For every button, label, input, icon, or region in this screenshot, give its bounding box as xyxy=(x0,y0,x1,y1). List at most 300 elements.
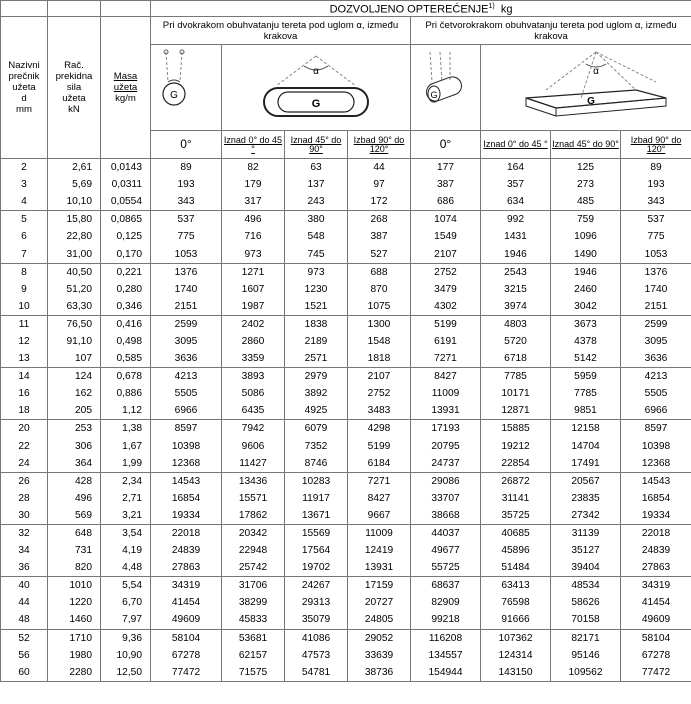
table-cell: 205 xyxy=(48,402,101,420)
figure-angle-label: α xyxy=(593,66,599,77)
table-cell: 39404 xyxy=(551,559,621,577)
table-cell: 179 xyxy=(222,176,285,193)
table-cell: 4213 xyxy=(621,368,691,386)
table-cell: 143150 xyxy=(481,664,551,682)
col-diameter-line: mm xyxy=(16,104,32,115)
table-cell: 40,50 xyxy=(48,263,101,281)
table-cell: 20795 xyxy=(411,438,481,455)
table-row xyxy=(1,350,691,368)
table-cell: 2189 xyxy=(285,333,348,350)
table-cell: 63413 xyxy=(481,577,551,595)
table-cell: 91,10 xyxy=(48,333,101,350)
table-cell: 107 xyxy=(48,350,101,368)
table-cell: 0,0554 xyxy=(101,193,151,211)
table-cell: 992 xyxy=(481,211,551,229)
table-cell: 48534 xyxy=(551,577,621,595)
table-cell: 9606 xyxy=(222,438,285,455)
footnote-mark: 1) xyxy=(488,3,495,11)
table-cell: 253 xyxy=(48,420,101,438)
table-cell: 58626 xyxy=(551,594,621,611)
table-cell: 31706 xyxy=(222,577,285,595)
table-cell: 11009 xyxy=(348,524,411,542)
table-cell: 11917 xyxy=(285,490,348,507)
table-cell: 2571 xyxy=(285,350,348,368)
table-cell: 2752 xyxy=(411,263,481,281)
table-cell: 17564 xyxy=(285,542,348,559)
angle-two-0: 0° xyxy=(151,131,222,159)
table-cell: 870 xyxy=(348,281,411,298)
table-cell: 1607 xyxy=(222,281,285,298)
angle-four-0: 0° xyxy=(411,131,481,159)
table-cell: 23835 xyxy=(551,490,621,507)
table-row xyxy=(1,455,691,473)
table-cell: 107362 xyxy=(481,629,551,647)
table-cell: 4213 xyxy=(151,368,222,386)
table-cell: 343 xyxy=(621,193,691,211)
table-cell: 2107 xyxy=(411,245,481,263)
table-cell: 380 xyxy=(285,211,348,229)
table-cell: 745 xyxy=(285,245,348,263)
table-row xyxy=(1,263,691,281)
table-cell: 18 xyxy=(1,402,48,420)
table-cell: 38736 xyxy=(348,664,411,682)
table-cell: 343 xyxy=(151,193,222,211)
table-cell: 19212 xyxy=(481,438,551,455)
table-cell: 16854 xyxy=(621,490,691,507)
table-cell: 1490 xyxy=(551,245,621,263)
table-row xyxy=(1,315,691,333)
four-leg-vertical-figure xyxy=(411,45,481,131)
table-row xyxy=(1,228,691,245)
table-cell: 19334 xyxy=(621,507,691,525)
table-cell: 162 xyxy=(48,385,101,402)
table-cell: 387 xyxy=(348,228,411,245)
table-cell: 4378 xyxy=(551,333,621,350)
table-row xyxy=(1,629,691,647)
table-cell: 10,10 xyxy=(48,193,101,211)
table-cell: 9667 xyxy=(348,507,411,525)
table-cell: 29052 xyxy=(348,629,411,647)
table-cell: 20567 xyxy=(551,472,621,490)
table-cell: 2543 xyxy=(481,263,551,281)
table-cell: 1946 xyxy=(481,245,551,263)
table-cell: 8746 xyxy=(285,455,348,473)
table-cell: 0,170 xyxy=(101,245,151,263)
col-mass-header xyxy=(101,17,151,159)
table-cell: 67278 xyxy=(621,647,691,664)
table-cell: 40685 xyxy=(481,524,551,542)
table-cell: 11427 xyxy=(222,455,285,473)
table-cell: 6,70 xyxy=(101,594,151,611)
table-cell: 2599 xyxy=(151,315,222,333)
table-row xyxy=(1,176,691,193)
table-cell: 548 xyxy=(285,228,348,245)
table-cell: 12419 xyxy=(348,542,411,559)
table-cell: 8597 xyxy=(151,420,222,438)
table-cell: 49677 xyxy=(411,542,481,559)
table-cell: 273 xyxy=(551,176,621,193)
table-cell: 731 xyxy=(48,542,101,559)
table-cell: 0,125 xyxy=(101,228,151,245)
table-cell: 22948 xyxy=(222,542,285,559)
table-cell: 33707 xyxy=(411,490,481,507)
table-cell: 0,886 xyxy=(101,385,151,402)
table-cell: 1740 xyxy=(151,281,222,298)
table-cell: 3974 xyxy=(481,298,551,316)
table-cell: 5505 xyxy=(621,385,691,402)
table-cell: 4298 xyxy=(348,420,411,438)
table-cell: 0,346 xyxy=(101,298,151,316)
group-four-leg: Pri četvorokrakom obuhvatanju tereta pod uglom α, između krakova xyxy=(411,17,691,45)
table-cell: 13671 xyxy=(285,507,348,525)
table-cell: 24 xyxy=(1,455,48,473)
table-cell: 77472 xyxy=(151,664,222,682)
table-row xyxy=(1,281,691,298)
table-cell: 25742 xyxy=(222,559,285,577)
four-leg-angled-icon xyxy=(486,46,686,126)
table-row xyxy=(1,647,691,664)
table-cell: 38299 xyxy=(222,594,285,611)
table-cell: 1740 xyxy=(621,281,691,298)
table-cell: 1946 xyxy=(551,263,621,281)
table-cell: 70158 xyxy=(551,611,621,629)
two-leg-angled-figure xyxy=(222,45,411,131)
table-cell: 10 xyxy=(1,298,48,316)
table-cell: 12 xyxy=(1,333,48,350)
table-row xyxy=(1,298,691,316)
table-cell: 41454 xyxy=(621,594,691,611)
table-cell: 13436 xyxy=(222,472,285,490)
table-cell: 2151 xyxy=(621,298,691,316)
table-cell: 44 xyxy=(1,594,48,611)
table-cell: 496 xyxy=(48,490,101,507)
table-cell: 2860 xyxy=(222,333,285,350)
table-cell: 1096 xyxy=(551,228,621,245)
two-leg-vertical-figure xyxy=(151,45,222,131)
table-cell: 0,0865 xyxy=(101,211,151,229)
table-cell: 364 xyxy=(48,455,101,473)
table-cell: 13931 xyxy=(348,559,411,577)
table-row xyxy=(1,664,691,682)
table-cell: 5,54 xyxy=(101,577,151,595)
table-cell: 5142 xyxy=(551,350,621,368)
table-cell: 268 xyxy=(348,211,411,229)
table-cell: 7942 xyxy=(222,420,285,438)
table-cell: 1549 xyxy=(411,228,481,245)
col-force-line: sila xyxy=(66,82,82,93)
table-cell: 19334 xyxy=(151,507,222,525)
table-cell: 22,80 xyxy=(48,228,101,245)
table-cell: 154944 xyxy=(411,664,481,682)
figure-angle-label: α xyxy=(313,66,319,77)
table-cell: 15,80 xyxy=(48,211,101,229)
figure-load-label: G xyxy=(429,90,438,100)
table-cell: 7271 xyxy=(411,350,481,368)
table-cell: 48 xyxy=(1,611,48,629)
table-cell: 31141 xyxy=(481,490,551,507)
table-cell: 15571 xyxy=(222,490,285,507)
table-cell: 3215 xyxy=(481,281,551,298)
angle-two-2 xyxy=(285,131,348,159)
table-cell: 6191 xyxy=(411,333,481,350)
two-leg-angled-icon xyxy=(226,46,406,126)
table-cell: 0,585 xyxy=(101,350,151,368)
table-cell: 15569 xyxy=(285,524,348,542)
table-cell: 6435 xyxy=(222,402,285,420)
table-cell: 60 xyxy=(1,664,48,682)
table-cell: 45833 xyxy=(222,611,285,629)
table-cell: 63 xyxy=(285,159,348,177)
table-cell: 17862 xyxy=(222,507,285,525)
table-row xyxy=(1,159,691,177)
table-cell: 3893 xyxy=(222,368,285,386)
angle-four-2 xyxy=(551,131,621,159)
table-cell: 2 xyxy=(1,159,48,177)
table-cell: 82 xyxy=(222,159,285,177)
table-cell: 1431 xyxy=(481,228,551,245)
table-cell: 0,0143 xyxy=(101,159,151,177)
table-cell: 36 xyxy=(1,559,48,577)
table-cell: 41086 xyxy=(285,629,348,647)
table-cell: 34319 xyxy=(151,577,222,595)
header-spacer xyxy=(101,1,151,17)
table-cell: 49609 xyxy=(151,611,222,629)
table-cell: 10398 xyxy=(621,438,691,455)
figure-load-label: G xyxy=(311,98,321,110)
table-cell: 7 xyxy=(1,245,48,263)
table-cell: 775 xyxy=(621,228,691,245)
table-cell: 759 xyxy=(551,211,621,229)
table-cell: 193 xyxy=(621,176,691,193)
table-cell: 1,12 xyxy=(101,402,151,420)
col-force-line: kN xyxy=(68,104,80,115)
table-cell: 12,50 xyxy=(101,664,151,682)
table-cell: 0,221 xyxy=(101,263,151,281)
table-cell: 82909 xyxy=(411,594,481,611)
table-body xyxy=(1,159,691,682)
angle-two-1 xyxy=(222,131,285,159)
table-cell: 648 xyxy=(48,524,101,542)
table-cell: 1376 xyxy=(151,263,222,281)
table-cell: 5 xyxy=(1,211,48,229)
table-cell: 134557 xyxy=(411,647,481,664)
table-cell: 5199 xyxy=(411,315,481,333)
table-cell: 5086 xyxy=(222,385,285,402)
table-cell: 1053 xyxy=(621,245,691,263)
table-cell: 35079 xyxy=(285,611,348,629)
table-cell: 35725 xyxy=(481,507,551,525)
table-cell: 12368 xyxy=(151,455,222,473)
table-cell: 71575 xyxy=(222,664,285,682)
four-leg-vertical-icon xyxy=(416,46,476,126)
table-cell: 1053 xyxy=(151,245,222,263)
table-cell: 496 xyxy=(222,211,285,229)
angle-two-3-text: Izbad 90° do 120° xyxy=(353,134,405,154)
table-cell: 3042 xyxy=(551,298,621,316)
table-cell: 2107 xyxy=(348,368,411,386)
table-cell: 6966 xyxy=(621,402,691,420)
table-cell: 973 xyxy=(285,263,348,281)
table-cell: 2979 xyxy=(285,368,348,386)
table-cell: 109562 xyxy=(551,664,621,682)
table-cell: 12368 xyxy=(621,455,691,473)
table-cell: 14704 xyxy=(551,438,621,455)
table-cell: 686 xyxy=(411,193,481,211)
table-cell: 6966 xyxy=(151,402,222,420)
table-cell: 24737 xyxy=(411,455,481,473)
table-cell: 3095 xyxy=(151,333,222,350)
table-cell: 7352 xyxy=(285,438,348,455)
table-row xyxy=(1,594,691,611)
table-cell: 1987 xyxy=(222,298,285,316)
table-cell: 1,67 xyxy=(101,438,151,455)
table-cell: 3479 xyxy=(411,281,481,298)
table-cell: 172 xyxy=(348,193,411,211)
table-cell: 1838 xyxy=(285,315,348,333)
col-force-line: užeta xyxy=(62,93,86,104)
table-cell: 5959 xyxy=(551,368,621,386)
table-cell: 2,71 xyxy=(101,490,151,507)
table-cell: 317 xyxy=(222,193,285,211)
table-cell: 4302 xyxy=(411,298,481,316)
table-cell: 3 xyxy=(1,176,48,193)
table-cell: 1230 xyxy=(285,281,348,298)
table-cell: 14 xyxy=(1,368,48,386)
table-cell: 569 xyxy=(48,507,101,525)
table-cell: 10283 xyxy=(285,472,348,490)
angle-four-1 xyxy=(481,131,551,159)
table-cell: 820 xyxy=(48,559,101,577)
table-cell: 1,99 xyxy=(101,455,151,473)
table-cell: 99218 xyxy=(411,611,481,629)
table-cell: 6 xyxy=(1,228,48,245)
table-cell: 1,38 xyxy=(101,420,151,438)
main-title-unit: kg xyxy=(500,3,513,16)
table-cell: 3,21 xyxy=(101,507,151,525)
table-row xyxy=(1,402,691,420)
table-cell: 3095 xyxy=(621,333,691,350)
table-cell: 53681 xyxy=(222,629,285,647)
table-cell: 716 xyxy=(222,228,285,245)
table-cell: 2,34 xyxy=(101,472,151,490)
table-cell: 52 xyxy=(1,629,48,647)
table-row xyxy=(1,193,691,211)
table-cell: 62157 xyxy=(222,647,285,664)
table-cell: 44037 xyxy=(411,524,481,542)
table-cell: 24267 xyxy=(285,577,348,595)
table-cell: 5505 xyxy=(151,385,222,402)
col-diameter-line: Nazivni xyxy=(8,60,40,71)
table-cell: 13 xyxy=(1,350,48,368)
table-cell: 2151 xyxy=(151,298,222,316)
table-row xyxy=(1,507,691,525)
header-spacer xyxy=(48,1,101,17)
table-cell: 9 xyxy=(1,281,48,298)
table-cell: 1980 xyxy=(48,647,101,664)
table-cell: 12871 xyxy=(481,402,551,420)
table-row xyxy=(1,611,691,629)
table-cell: 34 xyxy=(1,542,48,559)
table-cell: 54781 xyxy=(285,664,348,682)
table-cell: 3673 xyxy=(551,315,621,333)
table-cell: 387 xyxy=(411,176,481,193)
table-row xyxy=(1,245,691,263)
table-cell: 24805 xyxy=(348,611,411,629)
table-cell: 6079 xyxy=(285,420,348,438)
table-cell: 40 xyxy=(1,577,48,595)
table-cell: 9,36 xyxy=(101,629,151,647)
table-cell: 634 xyxy=(481,193,551,211)
col-force-line: Rač. xyxy=(64,60,84,71)
table-cell: 1460 xyxy=(48,611,101,629)
table-cell: 527 xyxy=(348,245,411,263)
two-leg-vertical-icon xyxy=(156,46,216,126)
table-cell: 0,498 xyxy=(101,333,151,350)
table-cell: 51484 xyxy=(481,559,551,577)
table-cell: 3359 xyxy=(222,350,285,368)
table-row xyxy=(1,542,691,559)
table-cell: 1010 xyxy=(48,577,101,595)
table-cell: 17491 xyxy=(551,455,621,473)
table-cell: 1075 xyxy=(348,298,411,316)
table-cell: 63,30 xyxy=(48,298,101,316)
table-cell: 67278 xyxy=(151,647,222,664)
table-cell: 19702 xyxy=(285,559,348,577)
table-cell: 77472 xyxy=(621,664,691,682)
table-cell: 1271 xyxy=(222,263,285,281)
table-row xyxy=(1,333,691,350)
table-cell: 22018 xyxy=(621,524,691,542)
table-cell: 4,19 xyxy=(101,542,151,559)
table-cell: 51,20 xyxy=(48,281,101,298)
table-cell: 125 xyxy=(551,159,621,177)
table-cell: 537 xyxy=(621,211,691,229)
table-cell: 76,50 xyxy=(48,315,101,333)
table-cell: 3892 xyxy=(285,385,348,402)
angle-two-2-text: Iznad 45° do 90° xyxy=(290,134,342,154)
table-cell: 56 xyxy=(1,647,48,664)
table-cell: 3483 xyxy=(348,402,411,420)
table-cell: 5720 xyxy=(481,333,551,350)
table-cell: 30 xyxy=(1,507,48,525)
table-cell: 973 xyxy=(222,245,285,263)
table-row xyxy=(1,472,691,490)
table-row xyxy=(1,211,691,229)
table-cell: 28 xyxy=(1,490,48,507)
table-cell: 58104 xyxy=(621,629,691,647)
table-cell: 11 xyxy=(1,315,48,333)
table-cell: 55725 xyxy=(411,559,481,577)
table-cell: 7,97 xyxy=(101,611,151,629)
table-cell: 124314 xyxy=(481,647,551,664)
table-cell: 22854 xyxy=(481,455,551,473)
table-cell: 76598 xyxy=(481,594,551,611)
table-cell: 0,416 xyxy=(101,315,151,333)
table-cell: 95146 xyxy=(551,647,621,664)
table-cell: 27863 xyxy=(621,559,691,577)
table-row xyxy=(1,385,691,402)
table-cell: 31,00 xyxy=(48,245,101,263)
table-cell: 0,678 xyxy=(101,368,151,386)
table-cell: 1074 xyxy=(411,211,481,229)
table-cell: 5,69 xyxy=(48,176,101,193)
table-cell: 31139 xyxy=(551,524,621,542)
table-cell: 177 xyxy=(411,159,481,177)
table-cell: 3636 xyxy=(151,350,222,368)
table-cell: 485 xyxy=(551,193,621,211)
table-row xyxy=(1,438,691,455)
table-cell: 164 xyxy=(481,159,551,177)
